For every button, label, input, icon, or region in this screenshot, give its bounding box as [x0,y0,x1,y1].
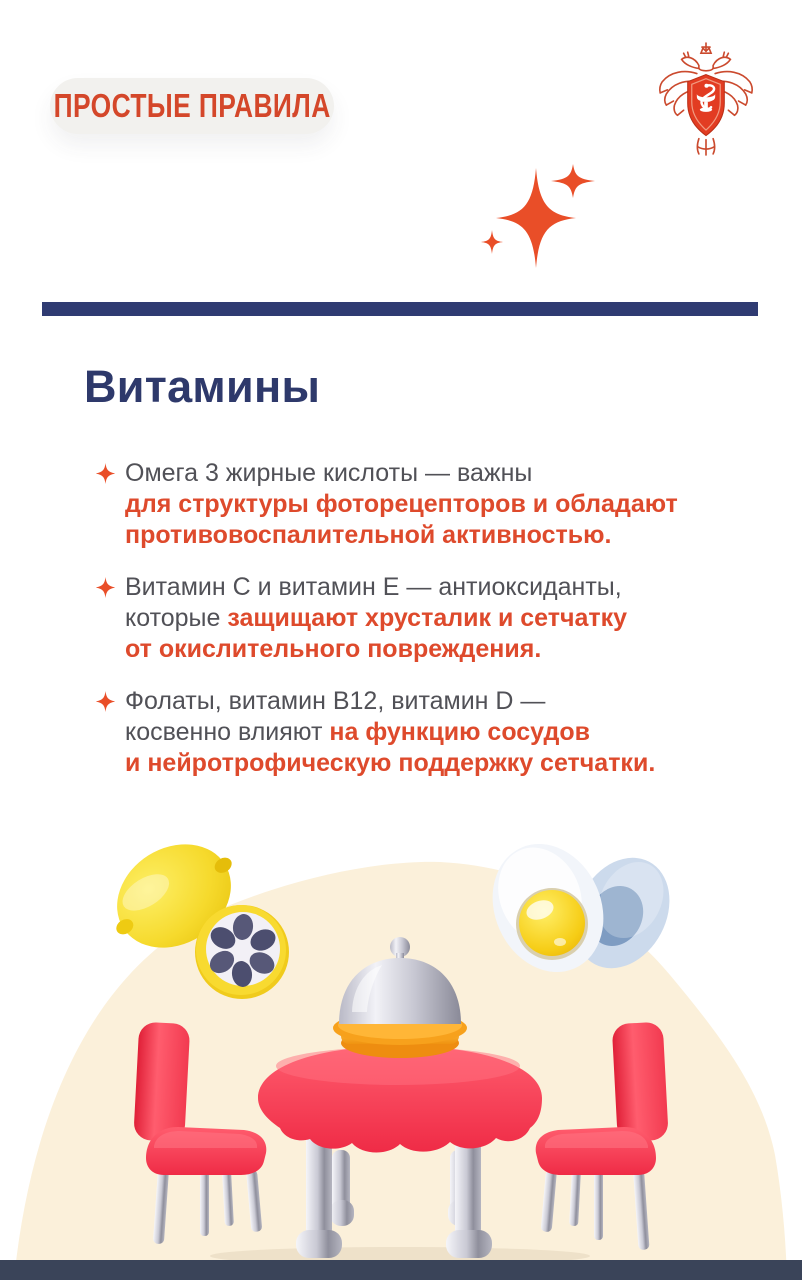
bullet-text: которые [125,604,228,632]
vitamins-bullet-list [95,458,745,779]
bullet-text-accent: от окислительного повреждения. [125,635,542,663]
sparkle-bullet-icon [95,462,116,485]
bullet-text-accent: защищают хрусталик и сетчатку [227,604,628,632]
bullet-text: косвенно влияют [125,718,330,746]
ministry-of-health-eagle-icon [650,40,762,158]
bullet-text-accent: на функцию сосудов [329,718,590,746]
bullet-text: Омега 3 жирные кислоты — важны [125,459,533,487]
section-divider-bar [42,302,758,316]
bullet-text-accent: и нейротрофическую поддержку сетчатки. [125,749,656,777]
list-item [95,686,745,779]
page-title: Витамины [84,361,321,412]
list-item [95,572,745,665]
footer-bar [0,1260,802,1280]
bullet-text: Витамин C и витамин E — антиоксиданты, [125,573,622,601]
simple-rules-badge [50,78,334,134]
dining-table-3d-illustration [0,828,802,1280]
list-item [95,458,745,551]
bullet-text-accent: противовоспалительной активностью. [125,521,612,549]
sparkles-decoration-icon [468,152,613,272]
bullet-text-accent: для структуры фоторецепторов и обладают [125,490,678,518]
sparkle-bullet-icon [95,690,116,713]
sparkle-bullet-icon [95,576,116,599]
bullet-text: Фолаты, витамин B12, витамин D — [125,687,546,715]
lemon-slice-icon [195,905,289,999]
badge-label: ПРОСТЫЕ ПРАВИЛА [53,87,331,124]
